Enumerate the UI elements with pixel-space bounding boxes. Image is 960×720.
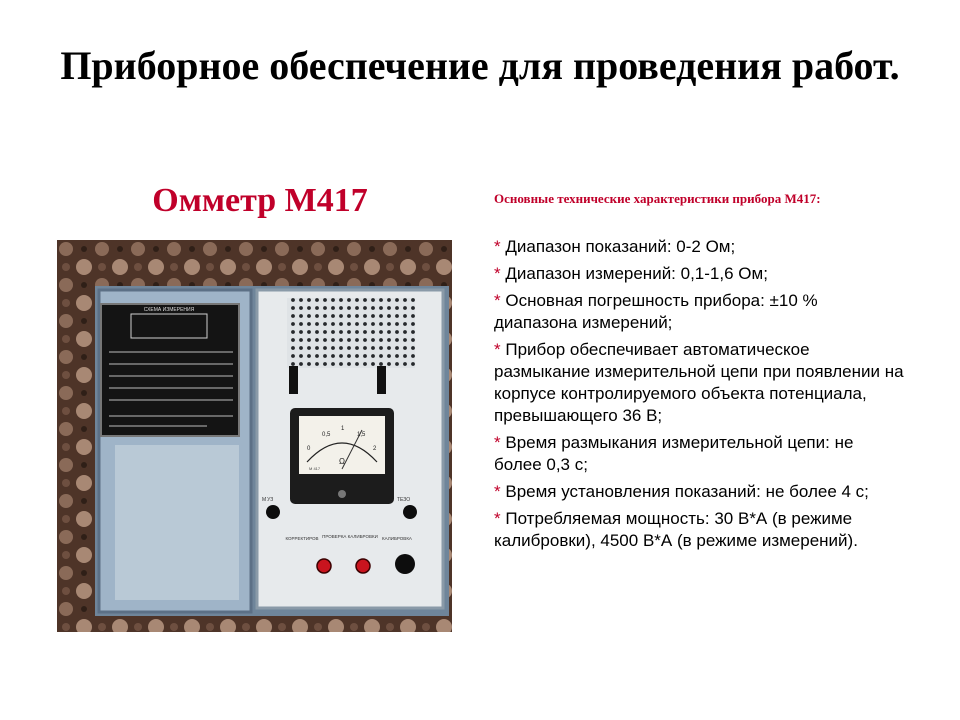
meter-scale-1: 0,5	[322, 432, 331, 438]
lid-plate-title: СХЕМА ИЗМЕРЕНИЯ	[143, 307, 195, 313]
button-label-calibration: КАЛИБРОВКА	[382, 536, 412, 541]
button-label-correction: КОРРЕКТИРОВ	[285, 536, 319, 541]
bullet-icon: *	[494, 291, 501, 310]
spec-item	[494, 290, 904, 334]
spec-item	[494, 263, 904, 285]
device-photo	[57, 240, 452, 632]
spec-item	[494, 236, 904, 258]
bullet-icon: *	[494, 509, 501, 528]
spec-text: Время размыкания измерительной цепи: не более 0,3 с;	[494, 433, 854, 474]
bullet-icon: *	[494, 482, 501, 501]
specs-list	[494, 236, 904, 557]
spec-text: Основная погрешность прибора: ±10 % диапазона измерений;	[494, 291, 818, 332]
bullet-icon: *	[494, 433, 501, 452]
button-label-check: ПРОВЕРКА КАЛИБРОВКИ	[322, 534, 378, 539]
device-subtitle: Омметр М417	[152, 182, 368, 219]
specs-heading: Основные технические характеристики прибора М417:	[494, 191, 821, 206]
right-knob-label: ТЕЗО	[397, 497, 411, 503]
meter-scale-4: 2	[373, 446, 377, 452]
meter-unit: Ω	[339, 457, 345, 466]
meter-model: М 417	[309, 466, 321, 471]
spec-item	[494, 432, 904, 476]
meter-scale-0: 0	[307, 446, 311, 452]
meter-scale-3: 1,5	[357, 432, 366, 438]
spec-text: Диапазон измерений: 0,1-1,6 Ом;	[505, 264, 768, 283]
spec-item	[494, 339, 904, 427]
ohmmeter-illustration	[57, 240, 452, 632]
spec-item	[494, 508, 904, 552]
meter-scale-2: 1	[341, 426, 345, 432]
slide-title: Приборное обеспечение для проведения работ.	[60, 43, 900, 88]
spec-text: Время установления показаний: не более 4 с;	[505, 482, 869, 501]
spec-text: Диапазон показаний: 0-2 Ом;	[505, 237, 736, 256]
bullet-icon: *	[494, 237, 501, 256]
bullet-icon: *	[494, 340, 501, 359]
spec-item	[494, 481, 904, 503]
bullet-icon: *	[494, 264, 501, 283]
spec-text: Потребляемая мощность: 30 В*А (в режиме калибровки), 4500 В*А (в режиме измерений).	[494, 509, 858, 550]
left-knob-label: М УЗ	[262, 497, 274, 503]
spec-text: Прибор обеспечивает автоматическое размыкание измерительной цепи при появлении на корпусе контролируемого объекта потенциала, превышающего 36 В;	[494, 340, 904, 425]
